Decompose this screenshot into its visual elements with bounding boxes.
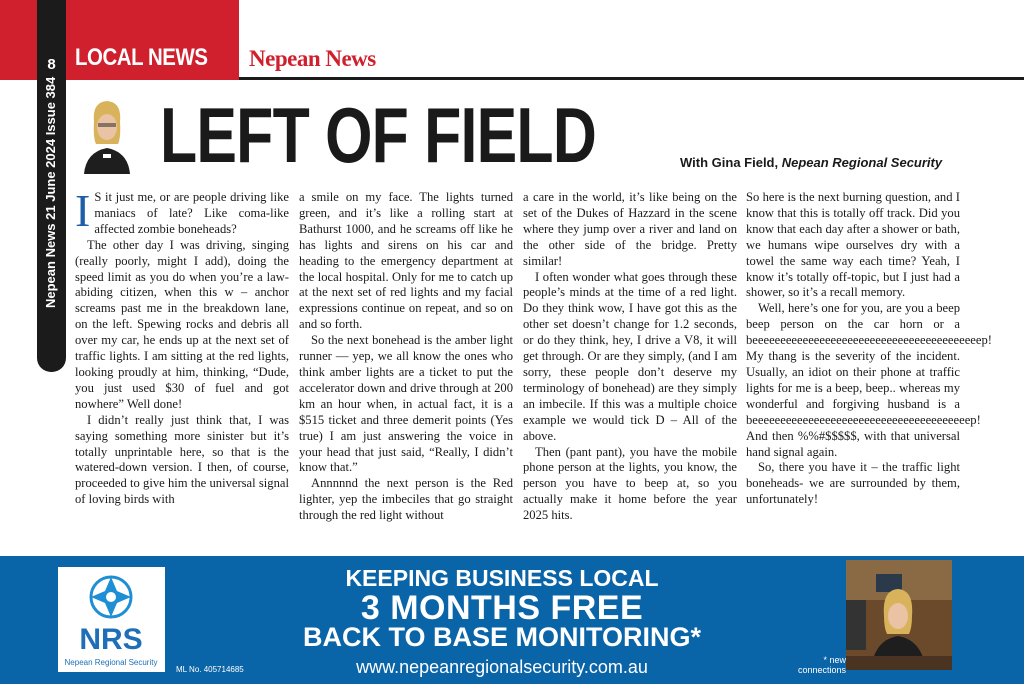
paragraph: So here is the next burning question, and I know that this is totally off track. Did you know that each day after a shower or bath, we humans wipe ourselves dry with a towel the same way each time? Yeah, I know it’s totally off-topic, but I just had a shower, so it’s a recall memory. xyxy=(746,190,960,300)
paragraph: Then (pant pant), you have the mobile phone person at the lights, you know, the person you have to beep at, so you actually make it home before the year 2025 hits. xyxy=(523,444,737,523)
ad-photo xyxy=(846,560,952,670)
paragraph: I S it just me, or are people driving like maniacs of late? Like coma-like affected zombie boneheads? xyxy=(75,185,289,236)
paragraph: a smile on my face. The lights turned green, and it’s like a rolling start at Bathurst 1000, and he screams off like he has lights and sirens on his car and heading to the emergency department at the local hospital. Only for me to catch up at the next set of red lights and my facial expressions continue on repeat, and so on and so forth. xyxy=(299,190,513,332)
byline-org: Nepean Regional Security xyxy=(781,155,943,170)
logo-subtitle: Nepean Regional Security xyxy=(64,658,158,667)
paragraph: So, there you have it – the traffic light boneheads- we are surrounded by them, unfortunately! xyxy=(746,460,960,507)
section-title: LOCAL NEWS xyxy=(75,44,208,71)
paragraph: Well, here’s one for you, are you a beep beep person on the car horn or a beeeeeeeeeeeeeeeeeeeeeeeeeeeeeeeeeeeeeeeeep! My thang is the severity of the incident. Usually, an idiot on their phone at traffic lights for me is a beep, beep.. whereas my wonderful and forgiving husband is a beeeeeeeeeeeeeeeeeeeeeeeeeeeeeeeeeeeeeeep! And then %%#$$$$$, with that universal hand signal again. xyxy=(746,301,992,459)
article-headline: LEFT OF FIELD xyxy=(160,91,596,179)
ad-offer: 3 MONTHS FREE xyxy=(360,589,644,627)
paragraph: The other day I was driving, singing (really poorly, might I add), doing the speed limit as you do when you’re a law-abiding citizen, when this w – anchor screams past me in the breakdown lane, on the left. Spewing rocks and debris all over my car, he ends up at the next set of traffic lights. I am sitting at the red lights, looking proudly at him, thinking, “Dude, you just used $30 of fuel and got nowhere” Well done! xyxy=(75,237,289,411)
author-photo xyxy=(72,92,142,174)
ad-service: BACK TO BASE MONITORING* xyxy=(302,622,702,652)
page-number: 8 xyxy=(47,56,56,73)
byline xyxy=(680,155,942,170)
issue-info: Nepean News 21 June 2024 Issue 384 xyxy=(43,76,58,308)
publication-brand: Nepean News xyxy=(249,46,376,71)
licence-number: ML No. 405714685 xyxy=(176,665,244,674)
masthead-bar xyxy=(0,0,1024,80)
paragraph: I often wonder what goes through these people’s minds at the time of a red light. Do they think wow, I have got this as the other set doesn’t change for 1.2 seconds, or do they think, hey, I drive a V8, it will get through. Or are they simply, (and I am sorry, these people don’t deserve my terminology of bonehead) are they simply an imbecile. If this was a multiple choice example we would tick D – All of the above. xyxy=(523,269,737,443)
paragraph: a care in the world, it’s like being on the set of the Dukes of Hazzard in the scene where they jump over a river and land on the other side of the bridge. Pretty similar! xyxy=(523,190,737,268)
logo-text: NRS xyxy=(79,623,143,656)
ad-website-link[interactable]: www.nepeanregionalsecurity.com.au xyxy=(356,657,648,677)
issue-spine xyxy=(30,76,72,310)
paragraph: So the next bonehead is the amber light runner — yep, we all know the ones who think amber lights are a ticket to put the accelerator down and drive through at 200 km an hour when, in actual fact, it is a $515 ticket and three demerit points (Yes true) I am just answering the voice in your head that just said, “Really, I didn’t know that.” xyxy=(299,333,513,475)
article-column-1 xyxy=(75,185,289,508)
byline-author: With Gina Field, xyxy=(680,155,782,170)
footnote: * new connections xyxy=(797,655,846,675)
paragraph: Annnnnd the next person is the Red lighter, yep the imbeciles that go straight through the red light without xyxy=(299,476,513,523)
paragraph: I didn’t really just think that, I was saying something more sinister but it’s totally unprintable here, so that is the watered-down version. I then, of course, proceeded to give him the universal signal of loving birds with xyxy=(75,412,289,507)
ad-tagline: KEEPING BUSINESS LOCAL xyxy=(345,565,659,591)
drop-cap: I xyxy=(75,185,91,236)
article-column-2 xyxy=(299,190,513,524)
article-column-3 xyxy=(523,190,737,524)
header-rule xyxy=(239,77,1024,80)
article-column-4 xyxy=(746,190,992,508)
